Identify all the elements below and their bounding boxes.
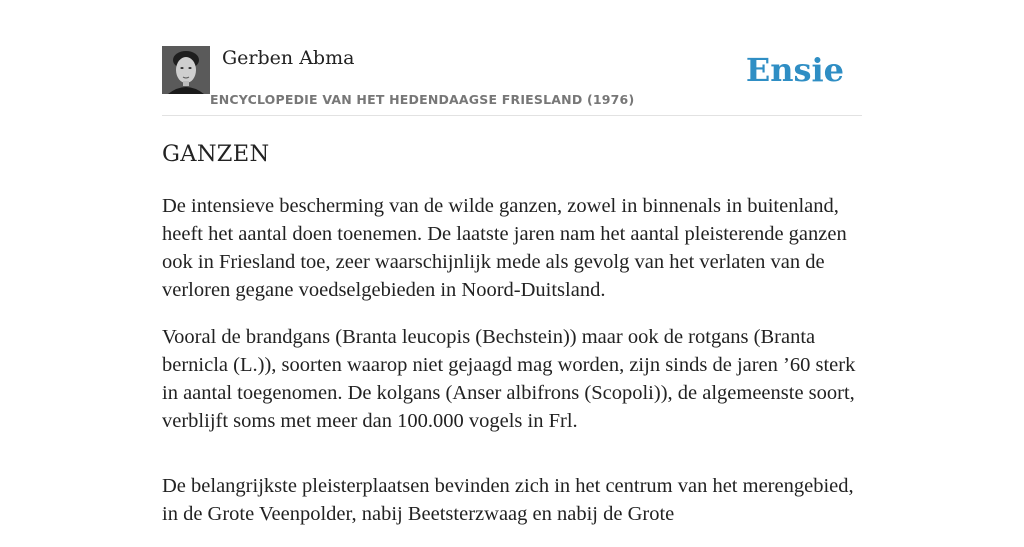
article-title: GANZEN (162, 141, 270, 167)
article-body (162, 192, 867, 547)
author-avatar[interactable] (162, 46, 210, 94)
paragraph-2: Vooral de brandgans (Branta leucopis (Bechstein)) maar ook de rotgans (Branta bernicla (L.)), soorten waarop niet gejaagd mag worden, zijn sinds de jaren ’60 sterk in aantal toegenomen. De kolgans (Anser albifrons (Scopoli)), de algemeenste soort, verblijft soms met meer dan 100.000 vogels in Frl. (162, 326, 856, 432)
paragraph-1: De intensieve bescherming van de wilde ganzen, zowel in binnenals in buitenland, heeft het aantal doen toenemen. De laatste jaren nam het aantal pleisterende ganzen ook in Friesland toe, zeer waarschijnlijk mede als gevolg van het verlaten van de verloren gegane voedselgebieden in Noord-Duitsland. (162, 195, 847, 301)
author-portrait-icon (162, 46, 210, 94)
source-label[interactable]: ENCYCLOPEDIE VAN HET HEDENDAAGSE FRIESLAND (1976) (210, 92, 635, 107)
brand-logo[interactable]: Ensie (745, 51, 844, 89)
paragraph-3: De belangrijkste pleisterplaatsen bevinden zich in het centrum van het merengebied, in de Grote Veenpolder, nabij Beetsterzwaag en nabij de Grote (162, 475, 854, 525)
author-name[interactable]: Gerben Abma (222, 47, 355, 69)
article-header (162, 46, 862, 116)
